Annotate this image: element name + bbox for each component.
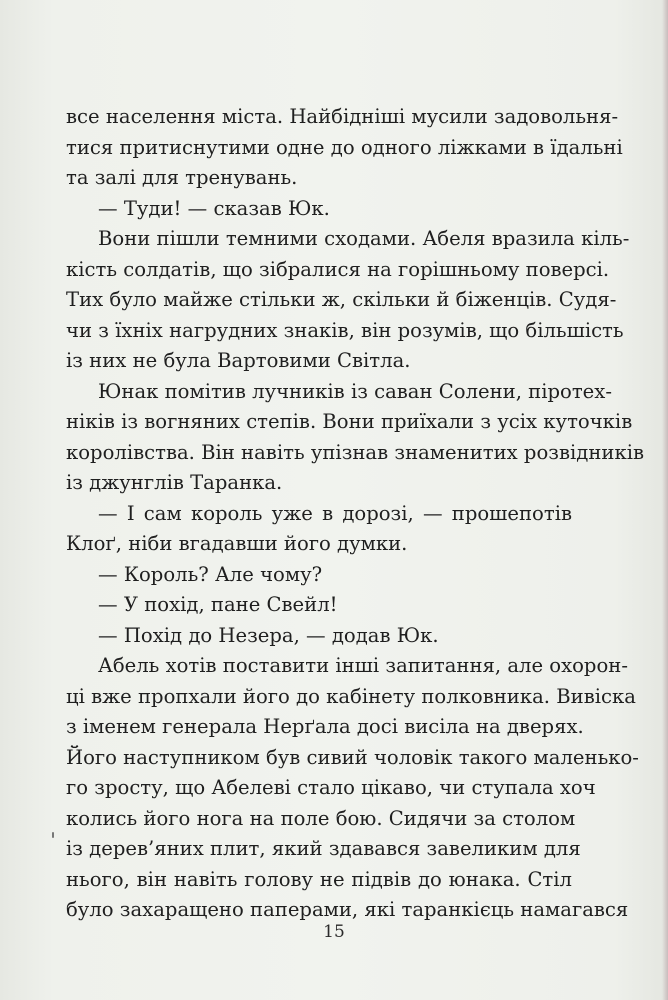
text-line: — У похід, пане Свейл! — [98, 593, 338, 616]
paper-speck — [52, 832, 54, 838]
text-line: ніків із вогняних степів. Вони приїхали з усіх куточків — [66, 410, 633, 433]
body-text — [66, 102, 644, 926]
text-line: та залі для тренувань. — [66, 166, 298, 189]
text-line: кість солдатів, що зібралися на горішньому поверсі. — [66, 257, 610, 281]
text-line: — Туди! — сказав Юк. — [98, 196, 330, 220]
text-line: королівства. Він навіть упізнав знаменитих розвідників — [66, 440, 644, 464]
text-line: все населення міста. Найбідніші мусили задовольня- — [66, 105, 619, 128]
text-line: Тих було майже стільки ж, скільки й біженців. Судя- — [66, 288, 617, 311]
text-line: го зросту, що Абелеві стало цікаво, чи ступала хоч — [66, 776, 596, 799]
text-line: нього, він навіть голову не підвів до юнака. Стіл — [66, 867, 572, 891]
text-line: — І сам король уже в дорозі, — прошепотів — [98, 501, 572, 525]
text-line: ці вже пропхали його до кабінету полковника. Вивіска — [66, 684, 636, 708]
text-line: було захаращено паперами, які таранкієць намагався — [66, 898, 629, 921]
text-line: із них не була Вартовими Світла. — [66, 349, 411, 372]
text-line: колись його нога на поле бою. Сидячи за столом — [66, 806, 576, 830]
text-line: з іменем генерала Нерґала досі висіла на дверях. — [66, 715, 584, 738]
text-line: тися притиснутими одне до одного ліжками в їдальні — [66, 135, 623, 159]
text-line: чи з їхніх нагрудних знаків, він розумів, що більшість — [66, 318, 624, 342]
text-line: Абель хотів поставити інші запитання, але охорон- — [98, 654, 628, 677]
text-line: — Король? Але чому? — [98, 562, 323, 586]
page-edge-shadow — [662, 0, 668, 1000]
text-line: із джунглів Таранка. — [66, 471, 283, 494]
text-line: — Похід до Незера, — додав Юк. — [98, 623, 439, 647]
text-line: Його наступником був сивий чоловік такого маленько- — [66, 745, 639, 769]
text-line: Вони пішли темними сходами. Абеля вразила кіль- — [98, 227, 630, 250]
text-line: Клоґ, ніби вгадавши його думки. — [66, 532, 408, 555]
text-line: із дерев’яних плит, який здавався завеликим для — [66, 837, 581, 860]
text-line: Юнак помітив лучників із саван Солени, піротех- — [98, 379, 612, 403]
page-number: 15 — [323, 922, 345, 942]
